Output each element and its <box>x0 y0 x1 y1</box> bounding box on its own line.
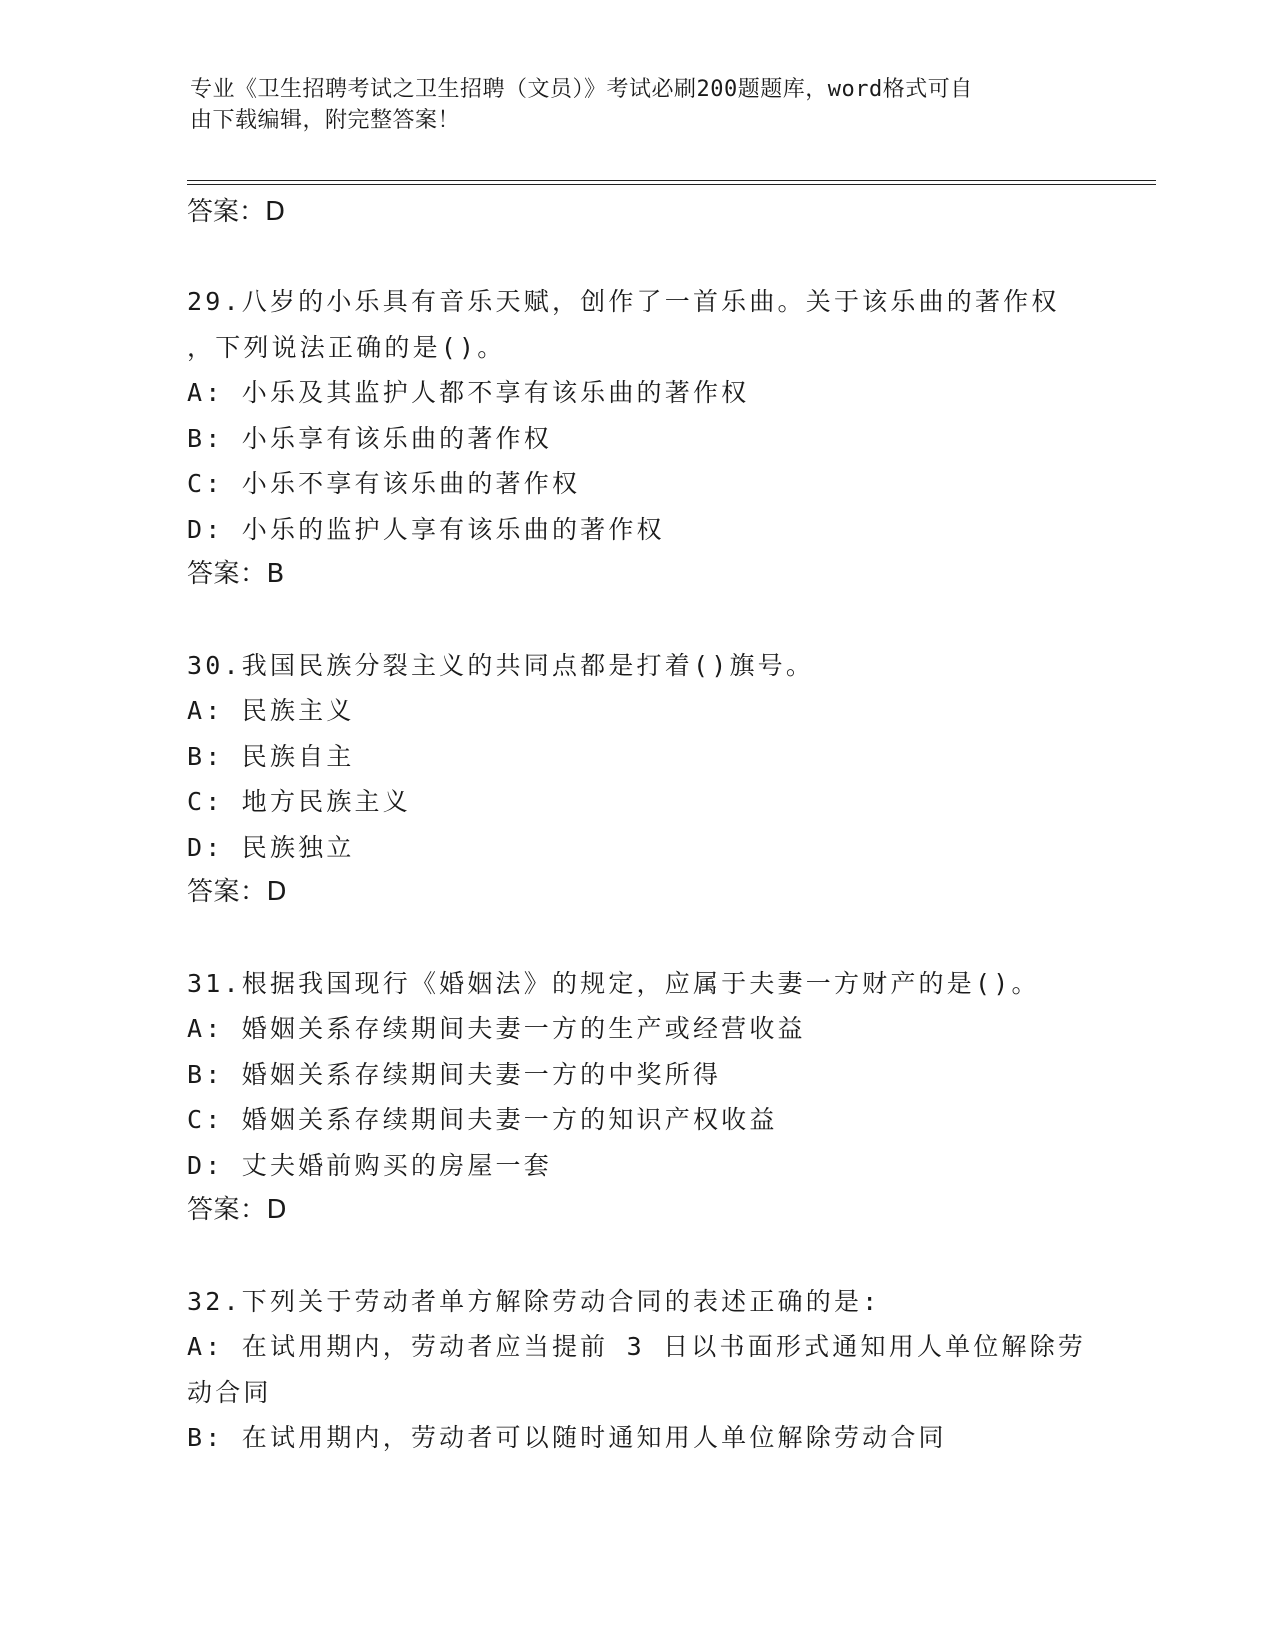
question-block <box>187 643 1087 916</box>
question-stem-line: 30.我国民族分裂主义的共同点都是打着()旗号。 <box>187 650 815 680</box>
question-stem-line: 32.下列关于劳动者单方解除劳动合同的表述正确的是: <box>187 1286 881 1316</box>
option-line: D: 小乐的监护人享有该乐曲的著作权 <box>187 514 665 544</box>
question-stem-line: ，下列说法正确的是()。 <box>187 332 506 362</box>
header-divider-top <box>187 180 1156 181</box>
question-list <box>187 279 1087 1506</box>
page-header <box>190 74 1090 136</box>
option-line: A: 民族主义 <box>187 696 355 725</box>
answer-line: 答案：D <box>187 877 288 907</box>
option-line: C: 婚姻关系存续期间夫妻一方的知识产权收益 <box>187 1105 778 1134</box>
option-line: 动合同 <box>187 1377 272 1407</box>
option-line: B: 婚姻关系存续期间夫妻一方的中奖所得 <box>187 1059 722 1089</box>
header-divider-bottom <box>187 184 1156 185</box>
question-block <box>187 279 1087 598</box>
option-line: B: 小乐享有该乐曲的著作权 <box>187 423 552 453</box>
option-line: A: 在试用期内，劳动者应当提前 3 日以书面形式通知用人单位解除劳 <box>187 1332 1087 1361</box>
question-stem-line: 31.根据我国现行《婚姻法》的规定，应属于夫妻一方财产的是()。 <box>187 968 1040 998</box>
previous-answer: 答案：D <box>187 197 286 227</box>
option-line: B: 民族自主 <box>187 741 355 771</box>
option-line: A: 婚姻关系存续期间夫妻一方的生产或经营收益 <box>187 1014 806 1043</box>
question-block <box>187 1279 1087 1461</box>
question-block <box>187 961 1087 1234</box>
option-line: C: 地方民族主义 <box>187 787 411 816</box>
header-line-2: 由下载编辑，附完整答案！ <box>190 108 461 133</box>
option-line: D: 民族独立 <box>187 832 355 862</box>
option-line: D: 丈夫婚前购买的房屋一套 <box>187 1150 552 1180</box>
option-line: C: 小乐不享有该乐曲的著作权 <box>187 469 581 498</box>
answer-line: 答案：B <box>187 559 285 589</box>
header-line-1: 专业《卫生招聘考试之卫生招聘（文员）》考试必刷200题题库，word格式可自 <box>190 77 973 102</box>
option-line: A: 小乐及其监护人都不享有该乐曲的著作权 <box>187 378 750 407</box>
answer-line: 答案：D <box>187 1195 288 1225</box>
question-stem-line: 29.八岁的小乐具有音乐天赋，创作了一首乐曲。关于该乐曲的著作权 <box>187 287 1060 316</box>
option-line: B: 在试用期内，劳动者可以随时通知用人单位解除劳动合同 <box>187 1423 947 1452</box>
